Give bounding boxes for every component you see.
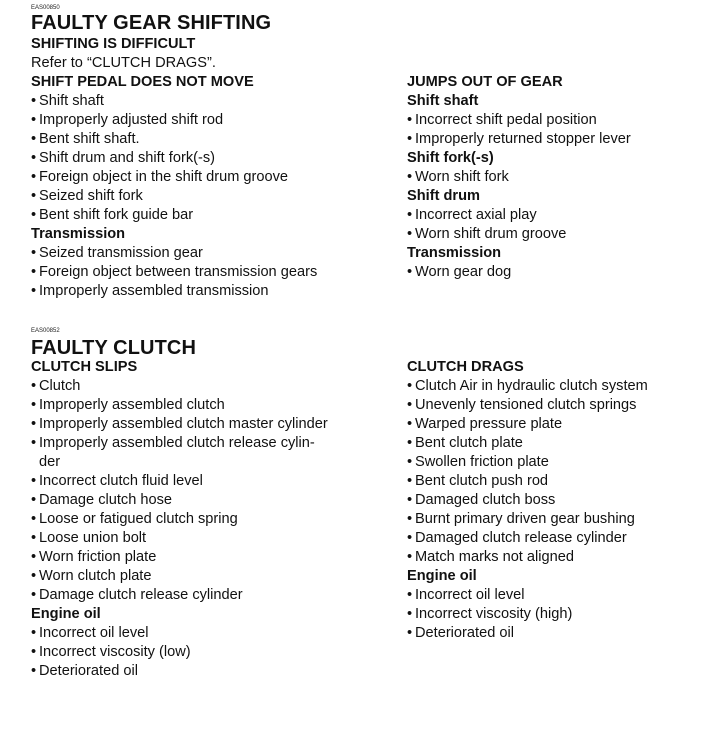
bullet-icon: • xyxy=(407,264,413,280)
section-title: FAULTY GEAR SHIFTING xyxy=(31,12,272,34)
list-item-text: Incorrect clutch fluid level xyxy=(39,473,203,489)
list-item-text: Bent clutch push rod xyxy=(415,473,549,489)
list-item-text: Improperly adjusted shift rod xyxy=(39,112,224,128)
list-item-text: Foreign object in the shift drum groove xyxy=(39,169,289,185)
list-item xyxy=(31,263,317,282)
list-item xyxy=(31,529,328,548)
list-item xyxy=(31,586,328,605)
list-item-text: Shift shaft xyxy=(39,93,104,109)
bullet-icon: • xyxy=(407,169,413,185)
list-item-text: Incorrect viscosity (high) xyxy=(415,606,573,622)
list-item-text: Clutch xyxy=(39,378,81,394)
list-item xyxy=(407,624,648,643)
bullet-icon: • xyxy=(407,378,413,394)
list-item-text: Foreign object between transmission gears xyxy=(39,264,318,280)
list-item-text: Incorrect oil level xyxy=(415,587,525,603)
list-item-text: Shift drum and shift fork(-s) xyxy=(39,150,215,166)
bullet-icon: • xyxy=(31,245,37,261)
list-item xyxy=(407,586,648,605)
bullet-icon: • xyxy=(407,416,413,432)
bullet-icon: • xyxy=(31,378,37,394)
bullet-icon: • xyxy=(31,663,37,679)
section-title: FAULTY CLUTCH xyxy=(31,337,196,359)
list-item-text: Incorrect axial play xyxy=(415,207,537,223)
list-item-text: Damage clutch hose xyxy=(39,492,173,508)
list-item-text: Worn shift drum groove xyxy=(415,226,567,242)
list-item-text: Incorrect shift pedal position xyxy=(415,112,597,128)
list-item xyxy=(31,548,328,567)
list-item-text: Improperly assembled clutch xyxy=(39,397,225,413)
bullet-icon: • xyxy=(31,568,37,584)
bullet-icon: • xyxy=(31,264,37,280)
list-item-text: Loose or fatigued clutch spring xyxy=(39,511,238,527)
list-item xyxy=(31,415,328,434)
bullet-icon: • xyxy=(31,283,37,299)
bullet-icon: • xyxy=(31,435,37,451)
subheading: Transmission xyxy=(31,226,126,242)
bullet-icon: • xyxy=(31,492,37,508)
bullet-icon: • xyxy=(407,587,413,603)
list-item-text: Deteriorated oil xyxy=(39,663,138,679)
list-item xyxy=(31,206,317,225)
bullet-icon: • xyxy=(407,112,413,128)
list-item-text: Seized shift fork xyxy=(39,188,143,204)
list-item xyxy=(407,396,648,415)
list-item-text: Swollen friction plate xyxy=(415,454,549,470)
list-item xyxy=(31,624,328,643)
bullet-icon: • xyxy=(31,511,37,527)
subheading: Transmission xyxy=(407,245,502,261)
bullet-icon: • xyxy=(407,397,413,413)
bullet-icon: • xyxy=(407,226,413,242)
list-item-text: Improperly assembled clutch release cylin- xyxy=(39,435,315,451)
subheading: Engine oil xyxy=(407,568,477,584)
list-item-text: Loose union bolt xyxy=(39,530,147,546)
bullet-icon: • xyxy=(31,644,37,660)
right-column xyxy=(407,358,648,643)
bullet-icon: • xyxy=(407,606,413,622)
list-item xyxy=(31,130,317,149)
list-item xyxy=(31,244,317,263)
bullet-icon: • xyxy=(31,131,37,147)
list-item xyxy=(31,111,317,130)
list-item-text: Seized transmission gear xyxy=(39,245,203,261)
subheading: SHIFT PEDAL DOES NOT MOVE xyxy=(31,74,254,90)
list-item-text: Worn shift fork xyxy=(415,169,509,185)
list-item-text: Worn clutch plate xyxy=(39,568,152,584)
bullet-icon: • xyxy=(31,93,37,109)
list-item xyxy=(31,472,328,491)
bullet-icon: • xyxy=(407,492,413,508)
list-item-text: Improperly returned stopper lever xyxy=(415,131,631,147)
bullet-icon: • xyxy=(407,511,413,527)
bullet-icon: • xyxy=(31,416,37,432)
list-item-text: Warped pressure plate xyxy=(415,416,563,432)
list-item-text: Improperly assembled clutch master cylinder xyxy=(39,416,328,432)
bullet-icon: • xyxy=(31,207,37,223)
list-item-text: Unevenly tensioned clutch springs xyxy=(415,397,637,413)
list-item xyxy=(31,643,328,662)
bullet-icon: • xyxy=(407,625,413,641)
list-item xyxy=(407,491,648,510)
list-item-text: Improperly assembled transmission xyxy=(39,283,269,299)
subheading: CLUTCH SLIPS xyxy=(31,359,138,375)
bullet-icon: • xyxy=(407,131,413,147)
section-code: EAS00850 xyxy=(31,5,60,11)
subheading: Engine oil xyxy=(31,606,101,622)
list-item xyxy=(31,510,328,529)
list-item xyxy=(31,377,328,396)
list-item-text: Damaged clutch release cylinder xyxy=(415,530,627,546)
list-item-text: Worn gear dog xyxy=(415,264,512,280)
list-item-text: Damage clutch release cylinder xyxy=(39,587,243,603)
subheading: SHIFTING IS DIFFICULT xyxy=(31,36,196,52)
list-item xyxy=(31,168,317,187)
list-item-text: Deteriorated oil xyxy=(415,625,514,641)
list-item xyxy=(407,605,648,624)
bullet-icon: • xyxy=(407,207,413,223)
list-item-text: Bent shift shaft. xyxy=(39,131,140,147)
bullet-icon: • xyxy=(407,473,413,489)
bullet-icon: • xyxy=(407,530,413,546)
list-item xyxy=(31,662,328,681)
list-item xyxy=(407,434,648,453)
bullet-icon: • xyxy=(31,169,37,185)
list-item-continuation: der xyxy=(39,454,61,470)
list-item-text: Damaged clutch boss xyxy=(415,492,556,508)
bullet-icon: • xyxy=(31,549,37,565)
note-text: Refer to “CLUTCH DRAGS”. xyxy=(31,55,216,71)
section-code: EAS00852 xyxy=(31,328,60,334)
bullet-icon: • xyxy=(407,435,413,451)
left-column xyxy=(31,35,317,301)
list-item xyxy=(407,377,648,396)
list-item xyxy=(407,263,631,282)
list-item xyxy=(31,491,328,510)
list-item xyxy=(31,187,317,206)
subheading: CLUTCH DRAGS xyxy=(407,359,524,375)
list-item xyxy=(31,567,328,586)
list-item xyxy=(407,510,648,529)
bullet-icon: • xyxy=(407,454,413,470)
subheading: Shift fork(-s) xyxy=(407,150,494,166)
bullet-icon: • xyxy=(31,587,37,603)
bullet-icon: • xyxy=(31,150,37,166)
list-item-text: Bent shift fork guide bar xyxy=(39,207,194,223)
list-item-text: Incorrect oil level xyxy=(39,625,149,641)
list-item xyxy=(407,225,631,244)
list-item xyxy=(407,111,631,130)
list-item xyxy=(407,548,648,567)
bullet-icon: • xyxy=(31,530,37,546)
bullet-icon: • xyxy=(407,549,413,565)
list-item-text: Incorrect viscosity (low) xyxy=(39,644,191,660)
list-item xyxy=(407,206,631,225)
list-item-text: Worn friction plate xyxy=(39,549,157,565)
left-column xyxy=(31,358,328,681)
list-item xyxy=(31,396,328,415)
list-item xyxy=(31,149,317,168)
list-item-text: Match marks not aligned xyxy=(415,549,574,565)
list-item-text: Bent clutch plate xyxy=(415,435,523,451)
list-item xyxy=(407,453,648,472)
bullet-icon: • xyxy=(31,188,37,204)
subheading: Shift shaft xyxy=(407,93,479,109)
list-item xyxy=(31,282,317,301)
list-item xyxy=(407,415,648,434)
list-item xyxy=(407,130,631,149)
list-item xyxy=(407,472,648,491)
list-item xyxy=(407,168,631,187)
subheading: Shift drum xyxy=(407,188,480,204)
subheading: JUMPS OUT OF GEAR xyxy=(407,74,563,90)
list-item-text: Clutch Air in hydraulic clutch system xyxy=(415,378,648,394)
bullet-icon: • xyxy=(31,112,37,128)
list-item xyxy=(407,529,648,548)
bullet-icon: • xyxy=(31,473,37,489)
list-item xyxy=(31,434,328,453)
list-item xyxy=(31,92,317,111)
right-column xyxy=(407,73,631,282)
list-item-text: Burnt primary driven gear bushing xyxy=(415,511,635,527)
bullet-icon: • xyxy=(31,397,37,413)
bullet-icon: • xyxy=(31,625,37,641)
